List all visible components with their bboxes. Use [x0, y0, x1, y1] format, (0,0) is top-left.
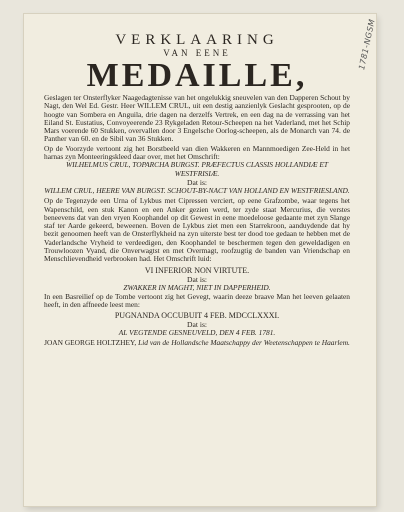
motto-dutch: ZWAKKER IN MAGHT, NIET IN DAPPERHEID.: [123, 282, 271, 292]
intro-paragraph: Geslagen ter Onsterflyker Naagedagtenisse van het ongelukkig sneuvelen van den Dapperen Schout by Nagt, den Wel Ed. Gestr. Heer WILLEM CRUL, uit een destig aanzienlyk Geslacht gesprooten, op de hoogte van Sombera en Anguila, drie dagen na derzelfs Vertrek, en een dag na de verrassing van het Eiland St. Eustatius, Convoyeerende 23 Rykgeladen Retour-Scheepen na het Vaderland, met het Schip Mars voerende 60 Stukken, overvallen door 3 Engelsche Oorlog-scheepen, als de Monarch van 74. de Panther van 60. en de Sibil van 36 Stukken.: [44, 93, 350, 144]
signature: [44, 339, 350, 347]
title-line-1: VERKLAARING: [115, 32, 279, 48]
exergue-dutch: AL VEGTENDE GESNEUVELD, DEN 4 FEB. 1781.: [118, 327, 276, 337]
motto-latin: VI INFERIOR NON VIRTUTE.: [144, 265, 250, 275]
basreliefs-paragraph: In een Basreilief op de Tombe vertoont zig het Gevegt, waarin deeze braave Man het leeven gelaaten heeft, in den affneede leest men:: [44, 292, 350, 310]
dat-is-label-2: Dat is:: [186, 274, 208, 284]
signature-name: JOAN GEORGE HOLTZHEY,: [44, 338, 137, 348]
dat-is-label-3: Dat is:: [186, 319, 208, 329]
exergue-latin: PUGNANDA OCCUBUIT 4 FEB. MDCCLXXXI.: [114, 310, 280, 320]
signature-affiliation: Lid van de Hollandsche Maatschappy der Weetenschappen te Haarlem.: [138, 338, 350, 348]
voorzyde-latin-inscription: WILHELMUS CRUL, TOPARCHA BURGST. PRÆFECTUS CLASSIS HOLLANDIÆ ET WESTFRISIÆ.: [65, 160, 329, 178]
voorzyde-paragraph: Op de Voorzyde vertoont zig het Borstbeeld van dien Wakkeren en Mannmoedigen Zee-Held in het harnas zyn Monteeringskleed daar over, met het Omschrift:: [44, 143, 350, 162]
document-body: [44, 32, 350, 348]
document-sheet: [24, 14, 376, 506]
handwritten-annotation: 1781-NGSM: [357, 18, 377, 71]
voorzyde-dutch-inscription: WILLEM CRUL, HEERE VAN BURGST. SCHOUT-BY-NACT VAN HOLLAND EN WESTFRIESLAND.: [44, 185, 350, 195]
tegenzyde-paragraph: Op de Tegenzyde een Urna of Lykbus met Cipressen verciert, op eene Grafzombe, waar tegens het Wapenschild, een stuk Kanon en een Anker gezien werd, ter zyde staat Mercurius, die verstes beneevens dat van den vryen Koophandel op dit Gewest in eene moedeloose gedaante met zyn Slange staf ter Aarde gekeerd, beweenen. Boven de Lykbus ziet men een Starrekroon, aanduydende dat hy bezit genoomen heeft van de Onsterflykheid na zyn uiterste best ter dood toe gedaan te hebben met de Vaderlandsche Vryheid te verdeedigen, den Koophandel te beschermen tegen den geweldadigen en Trouwloozen Vyand, die Onverwagtst en met Overmagt, roofzugtig de banden van Vriendschap en Menschlievendheid verbrooken had. Het Omschrift luid:: [44, 196, 350, 264]
title-line-2: VAN EENE: [163, 48, 231, 58]
dat-is-label-1: Dat is:: [186, 177, 208, 187]
title-line-3: MEDAILLE,: [86, 57, 308, 94]
